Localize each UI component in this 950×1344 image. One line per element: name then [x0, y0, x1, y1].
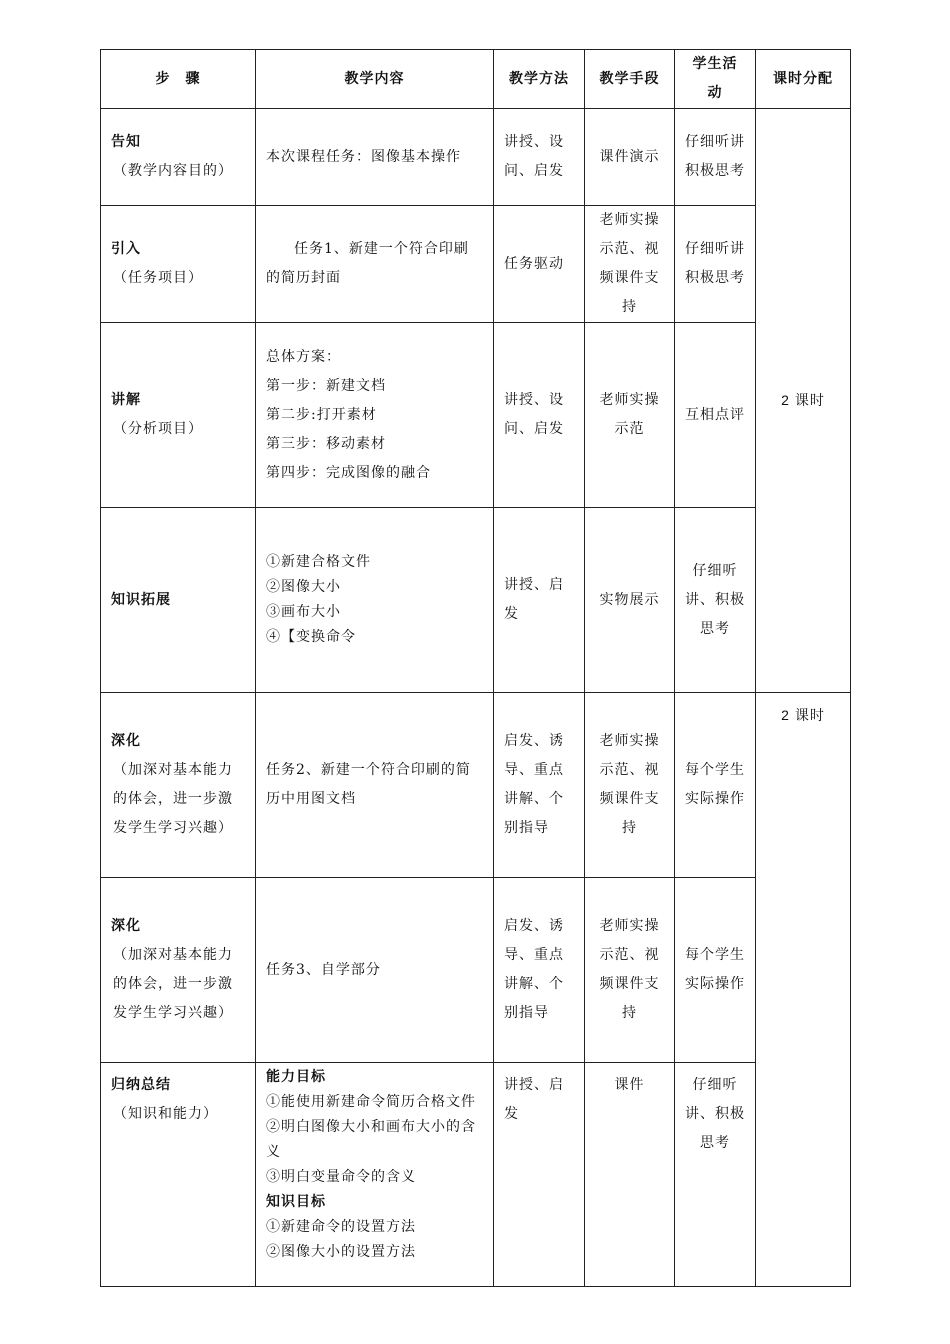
method-cell: 讲授、启发: [494, 508, 585, 693]
step-cell: [101, 508, 256, 693]
means-cell: 课件演示: [585, 109, 675, 206]
step-subtitle: （任务项目）: [113, 270, 203, 286]
step-title: 深化: [111, 733, 141, 749]
content-line: 第三步：移动素材: [266, 435, 386, 452]
table-row: [101, 508, 851, 693]
step-cell: [101, 878, 256, 1063]
content-cell: [256, 109, 494, 206]
header-means: 教学手段: [585, 50, 675, 109]
content-line: ③画布大小: [266, 604, 341, 620]
method-cell: 任务驱动: [494, 206, 585, 323]
step-cell: [101, 206, 256, 323]
step-cell: [101, 109, 256, 206]
content-line: ①新建合格文件: [266, 554, 371, 570]
hours-cell: 2 课时: [756, 693, 851, 1287]
method-cell: 启发、诱导、重点讲解、个别指导: [494, 693, 585, 878]
content-heading: 知识目标: [266, 1194, 326, 1210]
step-subtitle: （加深对基本能力的体会，进一步激发学生学习兴趣）: [113, 947, 233, 1021]
table-row: [101, 693, 851, 878]
step-title: 讲解: [111, 392, 141, 408]
hours-cell: 2 课时: [756, 109, 851, 693]
activity-cell: 仔细听讲、积极思考: [675, 1063, 756, 1287]
activity-cell: 每个学生实际操作: [675, 693, 756, 878]
table-row: [101, 878, 851, 1063]
activity-cell: 仔细听讲积极思考: [675, 206, 756, 323]
step-subtitle: （分析项目）: [113, 421, 203, 437]
means-cell: 老师实操示范、视频课件支持: [585, 693, 675, 878]
table-row: [101, 323, 851, 508]
content-line: 本次课程任务：图像基本操作: [266, 148, 461, 165]
content-line: 第四步：完成图像的融合: [266, 464, 431, 481]
step-title: 归纳总结: [111, 1077, 171, 1093]
step-title: 深化: [111, 918, 141, 934]
method-cell: 讲授、设问、启发: [494, 109, 585, 206]
lesson-plan-table: [100, 49, 851, 1287]
header-activity: 学生活动: [675, 50, 756, 109]
activity-cell: 仔细听讲、积极思考: [675, 508, 756, 693]
step-title: 告知: [111, 134, 141, 150]
method-cell: 启发、诱导、重点讲解、个别指导: [494, 878, 585, 1063]
content-line: ②图像大小: [266, 579, 341, 595]
means-cell: 老师实操示范: [585, 323, 675, 508]
means-cell: 实物展示: [585, 508, 675, 693]
header-hours: 课时分配: [756, 50, 851, 109]
content-line: ③明白变量命令的含义: [266, 1169, 416, 1185]
content-line: 总体方案：: [266, 348, 341, 365]
activity-cell: 仔细听讲积极思考: [675, 109, 756, 206]
table-row: [101, 109, 851, 206]
step-cell: [101, 1063, 256, 1287]
header-step: 步 骤: [101, 50, 256, 109]
content-cell: [256, 323, 494, 508]
content-line: 第一步：新建文档: [266, 377, 386, 394]
header-content: 教学内容: [256, 50, 494, 109]
means-cell: 老师实操示范、视频课件支持: [585, 206, 675, 323]
content-cell: 任务1、新建一个符合印刷的简历封面: [256, 206, 494, 323]
header-row: [101, 50, 851, 109]
method-cell: 讲授、设问、启发: [494, 323, 585, 508]
means-cell: 老师实操示范、视频课件支持: [585, 878, 675, 1063]
step-subtitle: （教学内容目的）: [113, 163, 233, 179]
step-subtitle: （知识和能力）: [113, 1106, 218, 1122]
content-heading: 能力目标: [266, 1069, 326, 1085]
content-cell: [256, 508, 494, 693]
content-cell: 任务2、新建一个符合印刷的简历中用图文档: [256, 693, 494, 878]
header-method: 教学方法: [494, 50, 585, 109]
activity-cell: 每个学生实际操作: [675, 878, 756, 1063]
step-cell: [101, 323, 256, 508]
means-cell: 课件: [585, 1063, 675, 1287]
content-line: ④【变换命令: [266, 629, 356, 645]
table-row: [101, 206, 851, 323]
content-line: ②明白图像大小和画布大小的含义: [266, 1119, 476, 1160]
step-title: 知识拓展: [111, 591, 171, 608]
content-line: ①能使用新建命令简历合格文件: [266, 1094, 476, 1110]
method-cell: 讲授、启发: [494, 1063, 585, 1287]
content-line: ②图像大小的设置方法: [266, 1244, 416, 1260]
content-line: 第二步:打开素材: [266, 406, 377, 423]
step-title: 引入: [111, 241, 141, 257]
content-cell: [256, 1063, 494, 1287]
content-cell: 任务3、自学部分: [256, 878, 494, 1063]
table-row: [101, 1063, 851, 1287]
content-line: ①新建命令的设置方法: [266, 1219, 416, 1235]
step-cell: [101, 693, 256, 878]
step-subtitle: （加深对基本能力的体会，进一步激发学生学习兴趣）: [113, 762, 233, 836]
activity-cell: 互相点评: [675, 323, 756, 508]
